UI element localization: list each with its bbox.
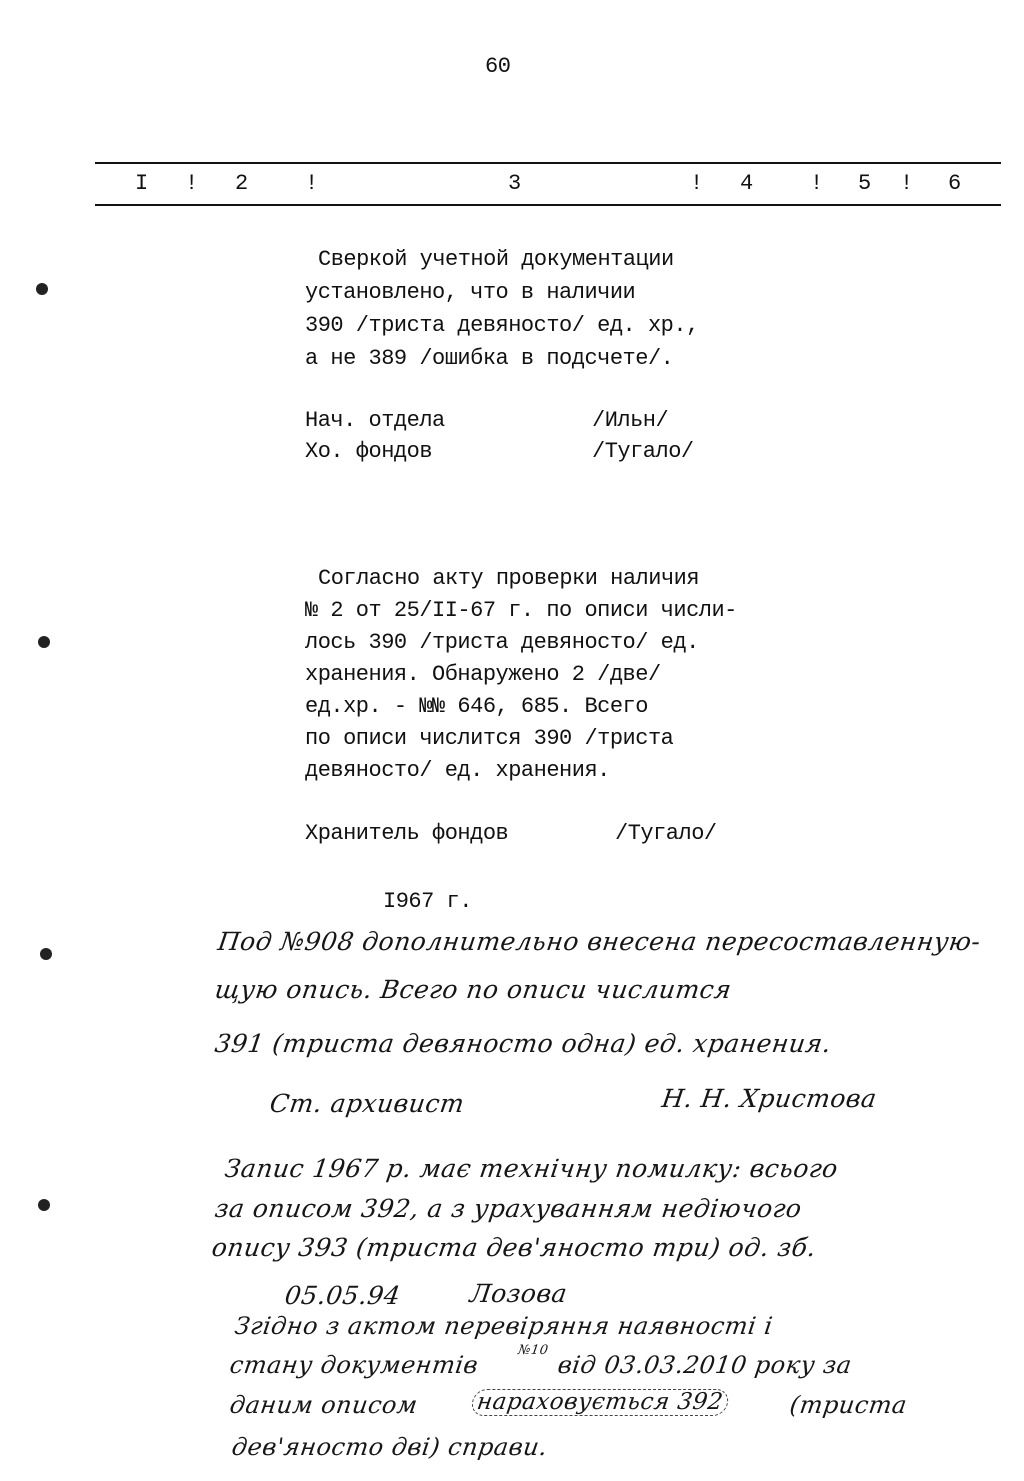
signature-role: Нач. отдела <box>305 408 445 433</box>
signature-name: /Тугало/ <box>615 821 717 846</box>
text-line: ед.хр. - №№ 646, 685. Всего <box>305 694 648 719</box>
text-line: по описи числится 390 /триста <box>305 726 674 751</box>
signature-name: Н. Н. Христова <box>659 1084 879 1113</box>
handwritten-line: Згідно з актом перевіряння наявності і <box>233 1312 775 1340</box>
punch-hole <box>38 1199 50 1211</box>
text-line: хранения. Обнаружено 2 /две/ <box>305 662 661 687</box>
superscript: №10 <box>517 1343 550 1358</box>
text-line: установлено, что в наличии <box>305 280 636 305</box>
handwritten-line: (триста <box>788 1391 909 1419</box>
text-line: Согласно акту проверки наличия <box>318 566 700 591</box>
signature-name: /Ильн/ <box>592 408 669 433</box>
handwritten-line: дев'яносто дві) справи. <box>230 1433 550 1461</box>
circled-text: нараховується 392 <box>470 1389 730 1416</box>
column-3: 3 <box>508 171 522 196</box>
punch-hole <box>40 948 52 960</box>
handwritten-line: щую опись. Всего по описи числится <box>212 975 734 1004</box>
column-5: 5 <box>858 171 872 196</box>
handwritten-line: стану документів <box>228 1351 481 1379</box>
column-6: 6 <box>948 171 962 196</box>
page-number: 60 <box>485 54 511 79</box>
column-1: I <box>135 171 149 196</box>
signature-role: Ст. архивист <box>267 1089 467 1118</box>
date: 05.05.94 <box>282 1281 403 1310</box>
signature-name: /Тугало/ <box>592 439 694 464</box>
column-4: 4 <box>740 171 754 196</box>
signature-role: Хранитель фондов <box>305 821 509 846</box>
signature-role: Хо. фондов <box>305 439 433 464</box>
table-header-top-rule <box>95 162 1001 164</box>
separator: ! <box>305 171 319 196</box>
separator: ! <box>900 171 914 196</box>
punch-hole <box>36 283 48 295</box>
handwritten-line: даним описом <box>228 1391 420 1419</box>
handwritten-line: опису 393 (триста дев'яносто три) од. зб. <box>209 1233 819 1262</box>
text-line: № 2 от 25/II-67 г. по описи числи- <box>305 598 737 623</box>
separator: ! <box>185 171 199 196</box>
text-line: Сверкой учетной документации <box>318 247 674 272</box>
handwritten-line: за описом 392, а з урахуванням недіючого <box>212 1194 804 1223</box>
text-line: 390 /триста девяносто/ ед. хр., <box>305 313 699 338</box>
separator: ! <box>690 171 704 196</box>
punch-hole <box>38 636 50 648</box>
handwritten-line: Под №908 дополнительно внесена пересоставленную- <box>215 927 983 956</box>
text-line: лось 390 /триста девяносто/ ед. <box>305 630 699 655</box>
handwritten-line: 391 (триста девяносто одна) ед. хранения. <box>212 1029 834 1058</box>
year: I967 г. <box>383 889 472 914</box>
table-header-bottom-rule <box>95 204 1001 206</box>
text-line: девяносто/ ед. хранения. <box>305 758 610 783</box>
column-2: 2 <box>235 171 249 196</box>
separator: ! <box>810 171 824 196</box>
handwritten-line: від 03.03.2010 року за <box>556 1351 854 1379</box>
handwritten-line: Запис 1967 р. має технічну помилку: всього <box>222 1154 840 1183</box>
text-line: а не 389 /ошибка в подсчете/. <box>305 346 674 371</box>
signature: Лозова <box>467 1279 570 1308</box>
